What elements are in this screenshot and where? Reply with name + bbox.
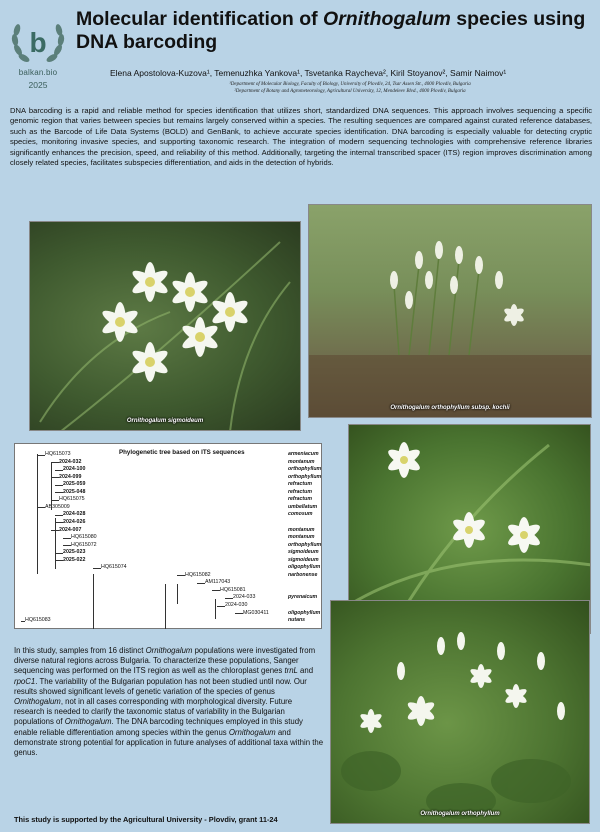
- tree-leaf-label: AM117043: [205, 579, 231, 586]
- results-paragraph: In this study, samples from 16 distinct Ornithogalum populations were investigated from diverse natural regions across Bulgaria. To characterize these populations, Sanger sequencing was performed on the ITS region as well as the chloroplast genes trnL and rpoC1. The variability of the Bulgarian population has not been studied until now. Our results showed significant levels of genetic variation of the species of genus Ornithogalum, not in all cases corresponding with morphological diversity. Future research is needed to clarify the taxonomic status of variability in the Bulgarian populations of Ornithogalum. The DNA barcoding techniques employed in this study enable reliable differentiation among species within the genus Ornithogalum and demonstrate strong potential for application in future analyses of additional taxa within the genus.: [14, 646, 324, 758]
- tree-leaf-label: HQ615083: [25, 617, 51, 624]
- photo-orthophyllum-kochii: [308, 204, 592, 418]
- tree-leaf-label: 2024-030: [225, 602, 248, 608]
- intro-paragraph: DNA barcoding is a rapid and reliable method for species identification that utilizes short, standardized DNA sequences. This approach involves sequencing a specific genomic region that varies between species but remains largely conserved within a species. The resulting sequences are compared against curated reference databases, such as the Barcode of Life Data Systems (BOLD) and GenBank, to achieve accurate species identification. DNA barcoding is especially valuable for detecting cryptic species, monitoring invasive species, and supporting taxonomic research. The integration of modern sequencing technologies with comprehensive reference libraries significantly enhances the precision, speed, and reliability of this method. Additionally, targeting the internal transcribed spacer (ITS) region improves discrimination among closely related species, facilitates subspecies differentiation, and aids in the detection of hybrids.: [10, 106, 592, 168]
- tree-species-label: umbellatum: [288, 503, 318, 510]
- logo-letter: b: [29, 27, 47, 58]
- authors: Elena Apostolova-Kuzova¹, Temenuzhka Yankova¹, Tsvetanka Raycheva², Kiril Stoyanov², Samir Naimov¹: [110, 68, 507, 78]
- tree-branch: [51, 477, 59, 478]
- tree-leaf-label: HQ615073: [45, 451, 71, 457]
- tree-species-label: nutans: [288, 617, 306, 624]
- tree-species-label: armeniacum: [288, 451, 319, 457]
- balkan-bio-logo: [6, 10, 66, 90]
- tree-species-label: montanum: [288, 526, 315, 533]
- tree-branch: [55, 515, 63, 516]
- tree-species-label: orthophyllum: [288, 466, 322, 473]
- tree-species-label: orthophyllum: [288, 541, 322, 548]
- tree-leaf-label: 2024-007: [59, 526, 82, 533]
- tree-species-label: sigmoideum: [288, 556, 319, 563]
- tree-branch: [93, 568, 101, 569]
- tree-species-label: montanum: [288, 458, 315, 465]
- tree-branch: [55, 492, 63, 493]
- tree-branch: [225, 598, 233, 599]
- logo-name: balkan.bio: [18, 68, 58, 77]
- affiliation-2: ²Department of Botany and Agrometeorology, Agricultural University, 12, Mendeleev Blvd., 4000 Plovdiv, Bulgaria: [234, 89, 466, 94]
- tree-species-label: refractum: [288, 496, 312, 503]
- tree-branch: [93, 574, 94, 629]
- caption-orthophyllum: Ornithogalum orthophyllum: [420, 811, 500, 817]
- tree-branch: [37, 507, 45, 508]
- tree-species-label: orthophyllum: [288, 473, 322, 480]
- tree-species-label: pyrenaicum: [288, 594, 318, 601]
- tree-leaf-label: 2024-026: [63, 518, 86, 525]
- tree-branch: [37, 455, 45, 456]
- tree-species-label: refractum: [288, 481, 312, 488]
- tree-species-label: sigmoideum: [288, 549, 319, 556]
- tree-branch: [63, 538, 71, 539]
- phylogenetic-tree: [14, 443, 322, 629]
- tree-branch: [63, 545, 71, 546]
- tree-leaf-label: MG030411: [243, 609, 269, 616]
- tree-branch: [215, 599, 216, 619]
- photo-sigmoideum: [29, 221, 301, 431]
- tree-leaf-label: 2024-032: [59, 458, 82, 465]
- tree-branch: [235, 613, 243, 614]
- tree-branch: [51, 462, 52, 510]
- tree-branch: [55, 560, 63, 561]
- tree-leaf-label: HQ615072: [71, 541, 97, 548]
- poster-title: Molecular identification of Ornithogalum species using DNA barcoding: [76, 8, 586, 53]
- tree-branch: [51, 500, 59, 501]
- tree-species-label: oligophyllum: [288, 564, 321, 571]
- tree-branch: [177, 575, 185, 576]
- caption-sigmoideum: Ornithogalum sigmoideum: [126, 418, 204, 424]
- tree-species-label: oligophyllum: [288, 609, 321, 616]
- funding-note: This study is supported by the Agricultural University - Plovdiv, grant 11-24: [14, 815, 278, 824]
- tree-leaf-label: 2024-028: [63, 511, 86, 518]
- tree-leaf-label: HQ615081: [220, 586, 246, 593]
- tree-leaf-label: HQ615075: [59, 496, 85, 503]
- tree-branch: [55, 522, 63, 523]
- tree-branch: [37, 454, 38, 574]
- tree-leaf-label: HQ615074: [101, 564, 127, 571]
- tree-leaf-label: 2024-033: [233, 594, 256, 601]
- tree-leaf-label: HQ615080: [71, 534, 97, 541]
- tree-leaf-label: 2024-099: [59, 473, 82, 480]
- tree-leaf-label: HQ615082: [185, 571, 211, 578]
- tree-title: Phylogenetic tree based on ITS sequences: [119, 449, 245, 456]
- tree-leaf-label: 2025-023: [63, 549, 86, 556]
- tree-branch: [197, 583, 205, 584]
- tree-species-label: comosum: [288, 511, 313, 518]
- affiliation-1: ¹Department of Molecular Biology, Faculty of Biology, University of Plovdiv, 24, Tsar Assen Str., 4000 Plovdiv, Bulgaria: [229, 82, 471, 87]
- tree-branch: [21, 621, 25, 622]
- tree-leaf-label: 2024-100: [63, 466, 86, 473]
- tree-species-label: refractum: [288, 488, 312, 495]
- tree-branch: [55, 553, 63, 554]
- tree-species-label: narbonense: [288, 571, 318, 578]
- tree-branch: [55, 470, 63, 471]
- tree-branch: [55, 485, 63, 486]
- tree-leaf-label: AB305009: [45, 503, 70, 510]
- tree-branch: [165, 584, 166, 629]
- tree-branch: [217, 606, 225, 607]
- tree-branch: [55, 518, 56, 569]
- photo-orthophyllum: [330, 600, 590, 824]
- tree-leaf-label: 2025-022: [63, 556, 86, 563]
- logo-year: 2025: [28, 80, 48, 90]
- tree-leaf-label: 2025-048: [63, 488, 86, 495]
- tree-branch: [51, 462, 59, 463]
- tree-leaf-label: 2025-059: [63, 481, 86, 488]
- tree-branch: [177, 584, 178, 604]
- tree-branch: [212, 590, 220, 591]
- caption-orthophyllum-kochii: Ornithogalum orthophyllum subsp. kochii: [390, 405, 510, 411]
- tree-species-label: montanum: [288, 534, 315, 541]
